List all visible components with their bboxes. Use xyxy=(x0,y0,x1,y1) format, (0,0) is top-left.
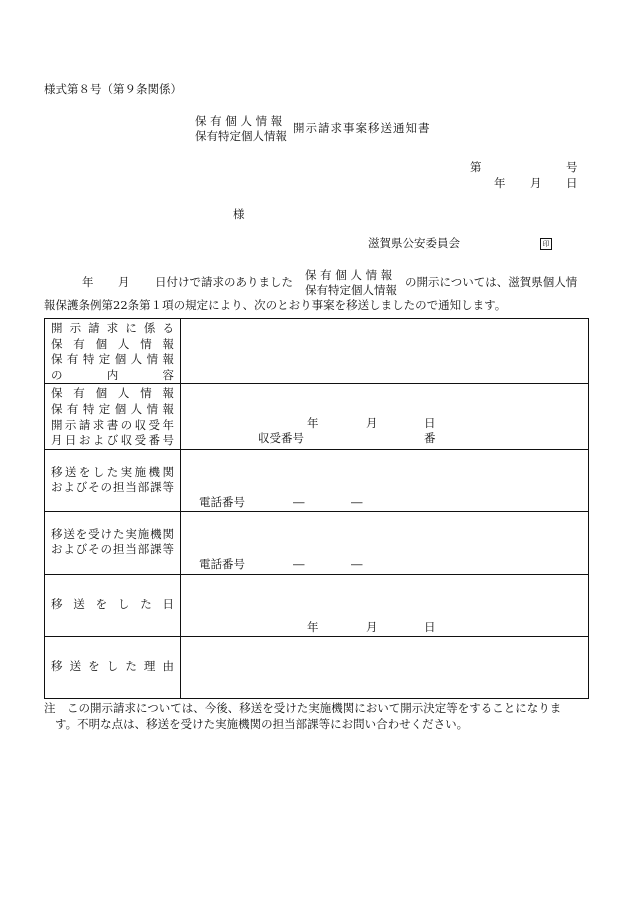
date-month: 月 xyxy=(530,176,542,190)
body-year: 年 xyxy=(82,275,94,289)
date-year: 年 xyxy=(494,176,506,190)
label-line: 開示請求書の収受年 xyxy=(51,417,174,432)
receipt-day: 日 xyxy=(424,416,436,431)
body-line-2: 報保護条例第22条第１項の規定により、次のとおり事案を移送しましたので通知します。 xyxy=(44,298,507,312)
value-info-content[interactable] xyxy=(181,319,589,384)
transfer-details-table xyxy=(44,318,589,699)
label-receiving-agency xyxy=(45,511,181,574)
body-month: 月 xyxy=(118,275,130,289)
label-transfer-reason xyxy=(45,636,181,698)
receipt-month: 月 xyxy=(366,416,378,431)
transfer-day: 日 xyxy=(424,619,436,634)
sender-name: 滋賀県公安委員会 xyxy=(368,236,460,250)
label-transfer-date xyxy=(45,574,181,636)
table-row xyxy=(45,636,589,698)
label-line: 保有特定個人情報 xyxy=(51,352,174,367)
doc-number-dai: 第 xyxy=(470,160,482,174)
phone-dash: ― xyxy=(293,494,305,509)
transfer-month: 月 xyxy=(366,619,378,634)
label-line: の内容 xyxy=(51,367,174,382)
label-line: 移送をした実施機関 xyxy=(51,464,174,479)
phone-dash: ― xyxy=(293,556,305,571)
phone-dash: ― xyxy=(351,494,363,509)
table-row xyxy=(45,574,589,636)
seal-mark: 印 xyxy=(540,238,552,250)
phone-dash: ― xyxy=(351,556,363,571)
value-transferring-agency[interactable] xyxy=(181,449,589,511)
label-line: 移送を受けた実施機関 xyxy=(51,526,174,541)
footnote xyxy=(44,700,590,732)
label-line: およびその担当部課等 xyxy=(51,542,174,557)
table-row xyxy=(45,384,589,449)
label-info-content xyxy=(45,319,181,384)
label-line: 移送をした理由 xyxy=(51,658,174,673)
value-transfer-date[interactable] xyxy=(181,574,589,636)
title-line-specific-personal-info: 保有特定個人情報 xyxy=(195,129,287,143)
value-receipt-date-number[interactable] xyxy=(181,384,589,449)
label-line: 月日および収受番号 xyxy=(51,433,174,448)
body-info-personal: 保 有 個 人 情 報 xyxy=(305,268,393,282)
body-day-text: 日付けで請求のありました xyxy=(155,275,293,289)
receipt-year: 年 xyxy=(307,416,319,431)
body-info-specific: 保有特定個人情報 xyxy=(305,283,397,297)
label-line: 移送をした日 xyxy=(51,596,174,611)
value-receiving-agency[interactable] xyxy=(181,511,589,574)
date-day: 日 xyxy=(566,176,578,190)
form-number: 様式第８号（第９条関係） xyxy=(44,82,182,96)
doc-number-go: 号 xyxy=(566,160,578,174)
addressee-suffix: 様 xyxy=(233,207,245,221)
label-line: 保有個人情報 xyxy=(51,336,174,351)
body-after-text: の開示については、滋賀県個人情 xyxy=(405,275,578,289)
phone-label: 電話番号 xyxy=(199,556,245,571)
value-transfer-reason[interactable] xyxy=(181,636,589,698)
table-row xyxy=(45,511,589,574)
body-info-type xyxy=(305,268,397,298)
label-line: およびその担当部課等 xyxy=(51,480,174,495)
transfer-year: 年 xyxy=(307,619,319,634)
receipt-ban: 番 xyxy=(424,431,436,446)
receipt-number-label: 収受番号 xyxy=(258,431,304,446)
footnote-line-2: す。不明な点は、移送を受けた実施機関の担当部課等にお問い合わせください。 xyxy=(55,717,469,731)
footnote-line-1: 注 この開示請求については、今後、移送を受けた実施機関において開示決定等をすることになりま xyxy=(44,701,562,715)
title-line-personal-info: 保 有 個 人 情 報 xyxy=(195,114,283,128)
table-row xyxy=(45,449,589,511)
label-receipt-date-number xyxy=(45,384,181,449)
label-line: 開示請求に係る xyxy=(51,321,174,335)
table-row xyxy=(45,319,589,384)
label-line: 保有個人情報 xyxy=(51,386,174,401)
label-line: 保有特定個人情報 xyxy=(51,401,174,416)
phone-label: 電話番号 xyxy=(199,494,245,509)
document-title: 開示請求事案移送通知書 xyxy=(293,121,431,135)
title-info-type xyxy=(195,114,287,144)
label-transferring-agency xyxy=(45,449,181,511)
